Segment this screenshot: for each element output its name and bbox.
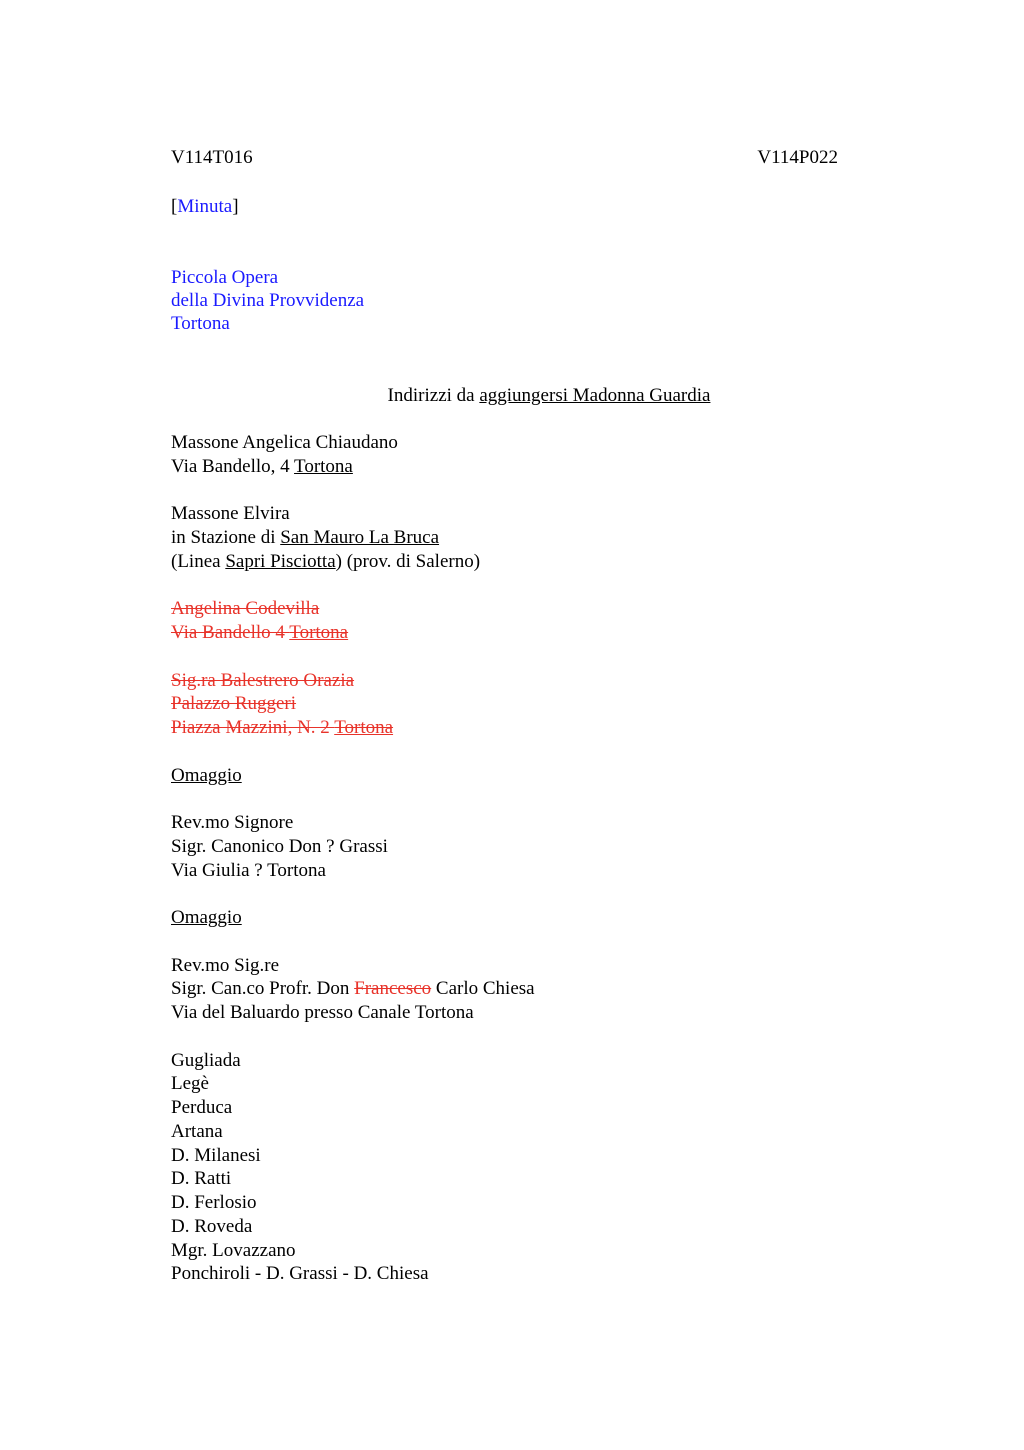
list-item: D. Ferlosio bbox=[171, 1192, 257, 1213]
addr6-name bbox=[171, 977, 535, 1001]
addr2-station-name: San Mauro La Bruca bbox=[280, 527, 440, 548]
addr2-linea-close: ) (prov. di Salerno) bbox=[335, 551, 481, 572]
addr2-linea-name: Sapri Pisciotta bbox=[225, 551, 336, 572]
addr5-name: Sigr. Canonico Don ? Grassi bbox=[171, 836, 388, 857]
addr6-street: Via del Baluardo presso Canale Tortona bbox=[171, 1002, 474, 1023]
minuta-text: Minuta bbox=[177, 196, 233, 217]
addr6-name-prefix: Sigr. Can.co Profr. Don bbox=[171, 978, 355, 999]
addr1-name: Massone Angelica Chiaudano bbox=[171, 432, 398, 453]
sender-line-2: della Divina Provvidenza bbox=[171, 290, 365, 311]
list-item: Perduca bbox=[171, 1097, 233, 1118]
list-item: Artana bbox=[171, 1121, 223, 1142]
minuta-label bbox=[171, 195, 239, 219]
addr1-street bbox=[171, 455, 353, 479]
addr6-name-struck: Francesco bbox=[354, 978, 432, 999]
list-item: D. Roveda bbox=[171, 1216, 253, 1237]
addr4-building-struck: Palazzo Ruggeri bbox=[171, 693, 297, 714]
list-item: D. Milanesi bbox=[171, 1145, 261, 1166]
addr3-street-text: Via Bandello 4 bbox=[171, 622, 290, 643]
addr1-street-text: Via Bandello, 4 bbox=[171, 456, 295, 477]
addr4-city: Tortona bbox=[334, 717, 394, 738]
list-item: Ponchiroli - D. Grassi - D. Chiesa bbox=[171, 1263, 429, 1284]
list-item: Gugliada bbox=[171, 1050, 241, 1071]
title-underlined: aggiungersi Madonna Guardia bbox=[479, 385, 711, 406]
addr2-linea bbox=[171, 550, 480, 574]
addr2-name: Massone Elvira bbox=[171, 503, 290, 524]
addr2-station bbox=[171, 526, 439, 550]
addr4-street-struck bbox=[171, 716, 393, 740]
omaggio-1: Omaggio bbox=[171, 765, 242, 786]
sender-line-3: Tortona bbox=[171, 313, 230, 334]
title-prefix: Indirizzi da bbox=[387, 385, 480, 406]
addr2-linea-open: (Linea bbox=[171, 551, 226, 572]
right-code: V114P022 bbox=[757, 147, 838, 168]
sender-line-1: Piccola Opera bbox=[171, 267, 279, 288]
left-code: V114T016 bbox=[171, 147, 253, 168]
document-title bbox=[0, 384, 1024, 408]
addr3-city: Tortona bbox=[289, 622, 349, 643]
addr5-street: Via Giulia ? Tortona bbox=[171, 860, 326, 881]
addr6-title: Rev.mo Sig.re bbox=[171, 955, 280, 976]
addr3-name-struck: Angelina Codevilla bbox=[171, 598, 320, 619]
list-item: D. Ratti bbox=[171, 1168, 232, 1189]
omaggio-2: Omaggio bbox=[171, 907, 242, 928]
addr2-station-prefix: in Stazione di bbox=[171, 527, 281, 548]
list-item: Legè bbox=[171, 1073, 209, 1094]
addr4-street-text: Piazza Mazzini, N. 2 bbox=[171, 717, 335, 738]
addr6-name-suffix: Carlo Chiesa bbox=[431, 978, 535, 999]
addr4-name-struck: Sig.ra Balestrero Orazia bbox=[171, 670, 355, 691]
minuta-open: [ bbox=[171, 196, 178, 217]
addr1-city: Tortona bbox=[294, 456, 353, 477]
addr5-title: Rev.mo Signore bbox=[171, 812, 294, 833]
minuta-close: ] bbox=[232, 196, 239, 217]
list-item: Mgr. Lovazzano bbox=[171, 1240, 296, 1261]
addr3-street-struck bbox=[171, 621, 348, 645]
